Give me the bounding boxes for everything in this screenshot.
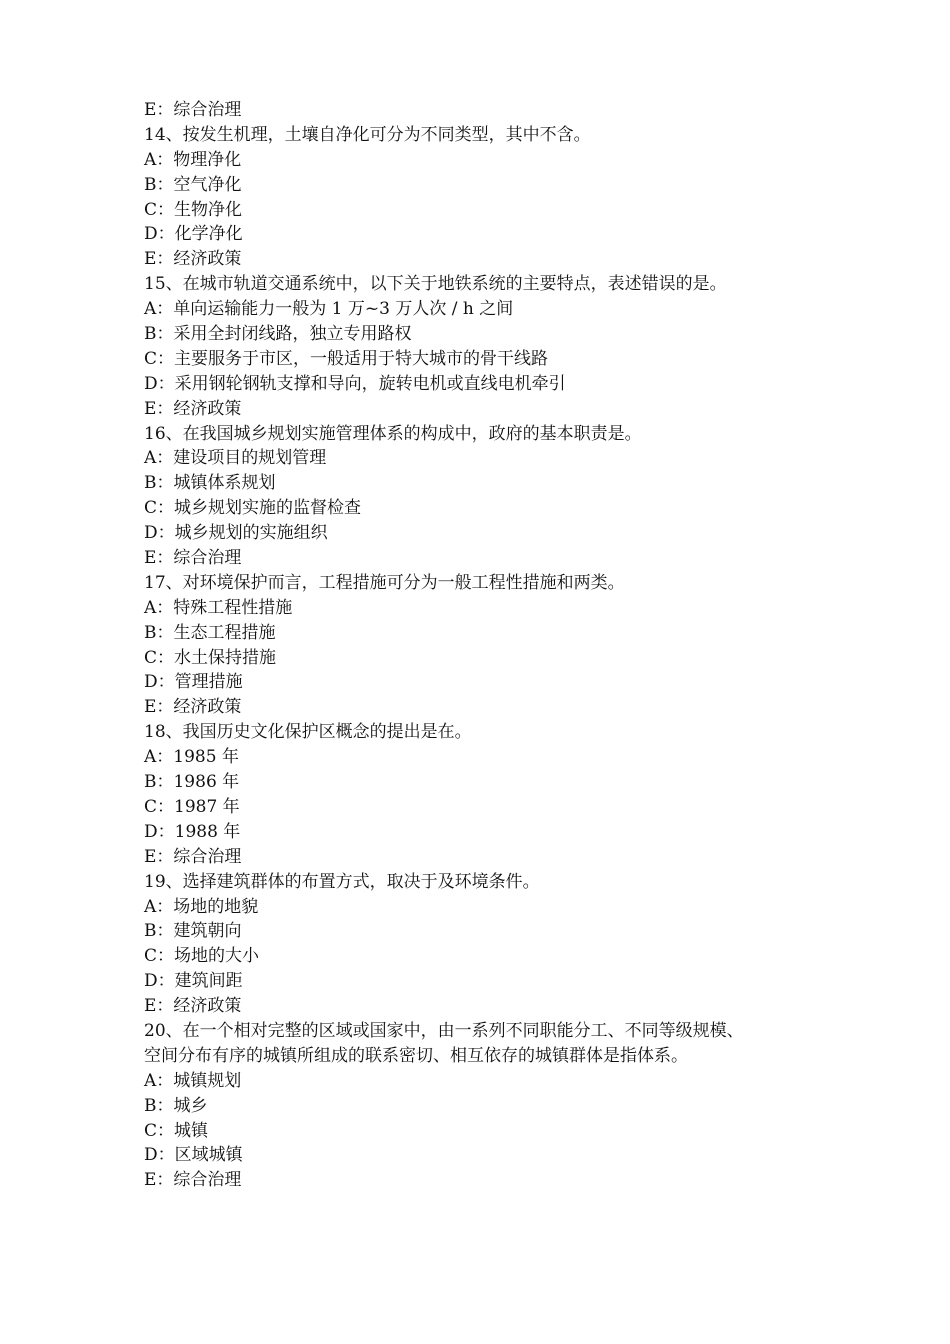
option-line: D：区域城镇	[144, 1145, 243, 1166]
option-line: A：场地的地貌	[144, 896, 259, 917]
option-line: C：生物净化	[144, 199, 243, 220]
option-line: A：建设项目的规划管理	[144, 448, 327, 469]
option-line: D：管理措施	[144, 672, 243, 693]
question-14: 14、按发生机理，土壤自净化可分为不同类型，其中不含。	[144, 124, 591, 145]
option-line: B：1986 年	[144, 772, 240, 793]
option-line: D：城乡规划的实施组织	[144, 523, 328, 544]
option-line: D：1988 年	[144, 821, 241, 842]
option-line: A：单向运输能力一般为 1 万~3 万人次 / h 之间	[144, 299, 514, 320]
option-line: E：经济政策	[144, 249, 242, 270]
option-line: E：综合治理	[144, 846, 242, 867]
option-line: E：综合治理	[144, 548, 242, 569]
option-line: C：城乡规划实施的监督检查	[144, 498, 362, 519]
option-line: C：水土保持措施	[144, 647, 277, 668]
option-line: D：化学净化	[144, 224, 243, 245]
option-line: B：采用全封闭线路，独立专用路权	[144, 324, 412, 345]
option-line: D：建筑间距	[144, 971, 243, 992]
option-line: A：特殊工程性措施	[144, 597, 293, 618]
option-line: C：城镇	[144, 1120, 209, 1141]
option-line: A：1985 年	[144, 747, 239, 768]
question-20: 20、在一个相对完整的区域或国家中，由一系列不同职能分工、不同等级规模、	[144, 1020, 744, 1041]
option-line: A：城镇规划	[144, 1070, 242, 1091]
option-line: C：场地的大小	[144, 946, 260, 967]
option-line: B：建筑朝向	[144, 921, 242, 942]
option-line: B：城镇体系规划	[144, 473, 276, 494]
option-line: E：综合治理	[144, 100, 242, 120]
question-16: 16、在我国城乡规划实施管理体系的构成中，政府的基本职责是。	[144, 423, 642, 444]
option-line: B：城乡	[144, 1095, 208, 1116]
option-line: C：1987 年	[144, 796, 240, 817]
option-line: B：空气净化	[144, 174, 242, 195]
question-20-continued: 空间分布有序的城镇所组成的联系密切、相互依存的城镇群体是指体系。	[144, 1045, 688, 1066]
option-line: E：经济政策	[144, 398, 242, 419]
option-line: E：综合治理	[144, 1170, 242, 1191]
question-17: 17、对环境保护而言，工程措施可分为一般工程性措施和两类。	[144, 572, 625, 593]
option-line: A：物理净化	[144, 149, 242, 170]
option-line: E：经济政策	[144, 996, 242, 1017]
option-line: B：生态工程措施	[144, 622, 276, 643]
question-list	[144, 98, 824, 1193]
option-line: D：采用钢轮钢轨支撑和导向，旋转电机或直线电机牵引	[144, 373, 566, 394]
question-18: 18、我国历史文化保护区概念的提出是在。	[144, 722, 472, 743]
question-19: 19、选择建筑群体的布置方式，取决于及环境条件。	[144, 871, 540, 892]
option-line: C：主要服务于市区，一般适用于特大城市的骨干线路	[144, 348, 549, 369]
option-line: E：经济政策	[144, 697, 242, 718]
question-15: 15、在城市轨道交通系统中，以下关于地铁系统的主要特点，表述错误的是。	[144, 274, 727, 295]
